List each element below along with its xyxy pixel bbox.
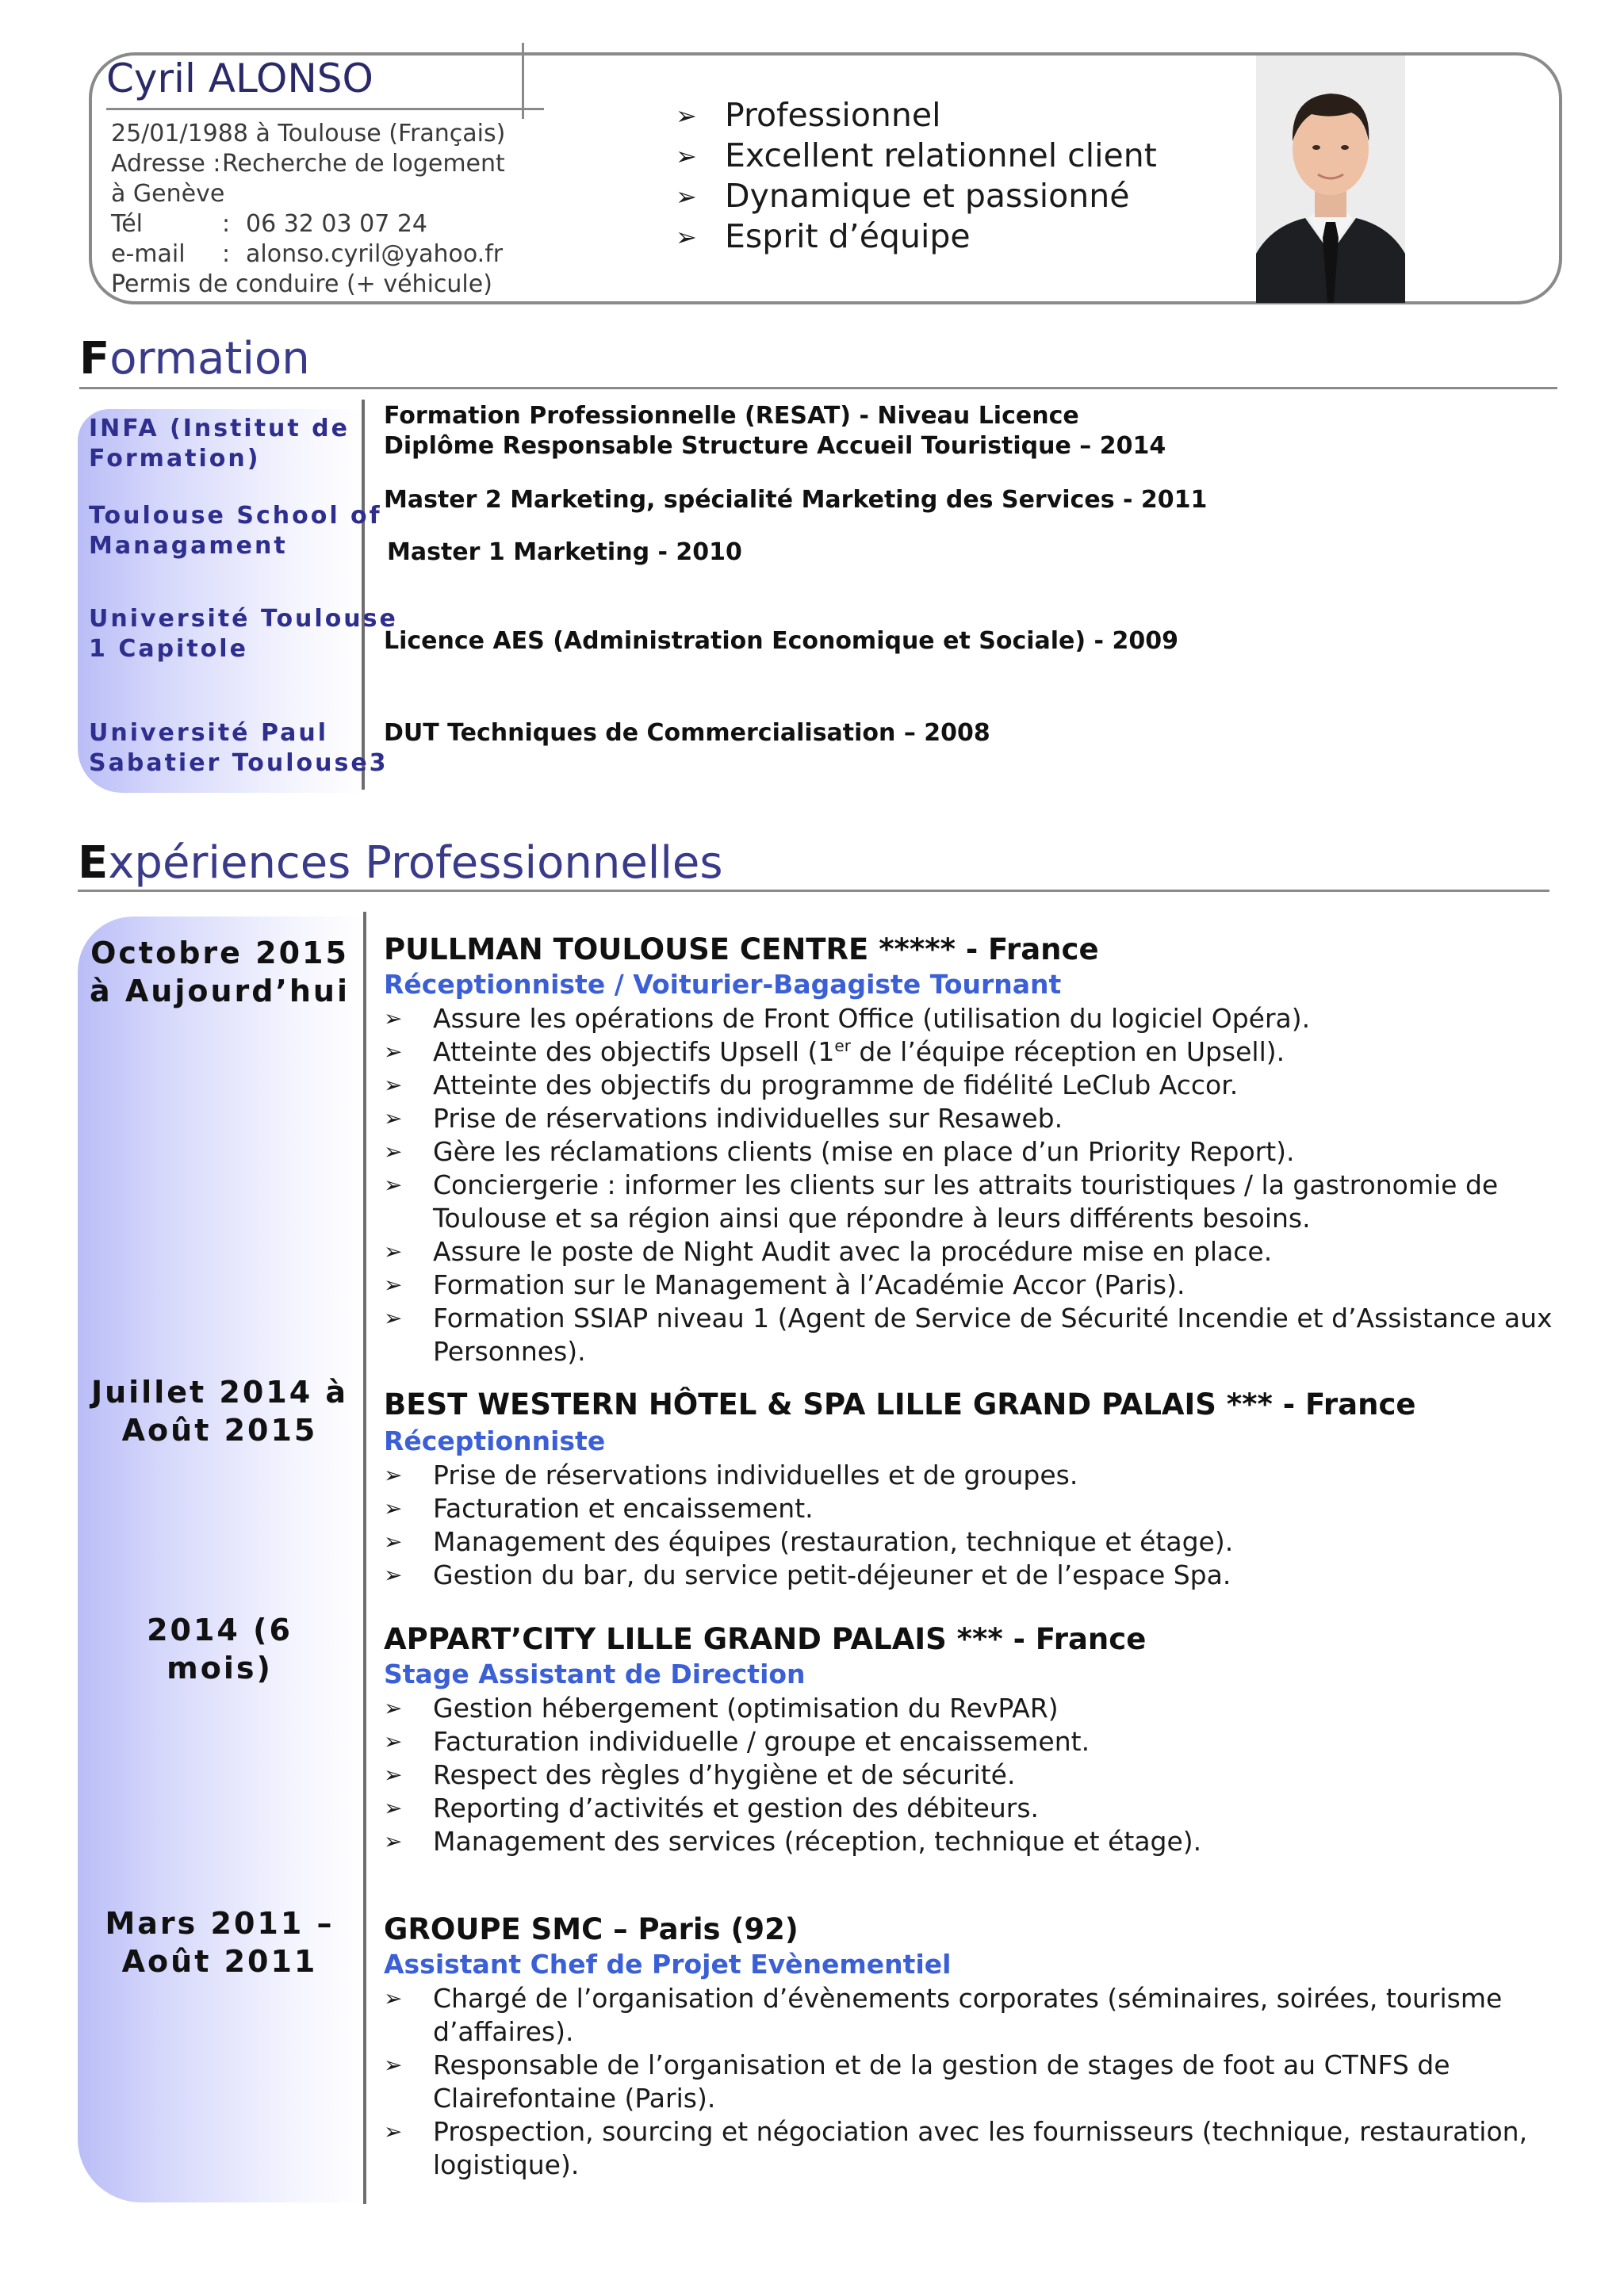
bullet-item bbox=[384, 1035, 1565, 1069]
arrowhead-bullet-icon: ➢ bbox=[384, 1695, 403, 1721]
bullet-text: Conciergerie : informer les clients sur les attraits touristiques / la gastronomie de bbox=[433, 1169, 1499, 1200]
school-line: Université Toulouse bbox=[89, 605, 398, 633]
email-value: alonso.cyril@yahoo.fr bbox=[246, 240, 504, 268]
quality-item bbox=[676, 216, 1157, 257]
date-line: Mars 2011 – bbox=[105, 1906, 335, 1941]
arrowhead-bullet-icon: ➢ bbox=[384, 1072, 403, 1098]
arrowhead-bullet-icon: ➢ bbox=[384, 1238, 403, 1265]
school-line: Toulouse School of bbox=[89, 502, 382, 530]
bullet-text: Gestion du bar, du service petit-déjeuner et de l’espace Spa. bbox=[433, 1559, 1231, 1590]
school-infa bbox=[89, 414, 350, 474]
school-line: 1 Capitole bbox=[89, 635, 248, 663]
bullet-item bbox=[384, 1102, 1565, 1135]
degree-dut: DUT Techniques de Commercialisation – 2008 bbox=[384, 719, 990, 747]
bullet-text: de l’équipe réception en Upsell). bbox=[850, 1036, 1285, 1067]
school-line: Formation) bbox=[89, 445, 261, 473]
bullet-text: Chargé de l’organisation d’évènements corporates (séminaires, soirées, tourisme bbox=[433, 1983, 1503, 2014]
quality-text: Excellent relationnel client bbox=[725, 136, 1157, 174]
bullet-text: logistique). bbox=[433, 2149, 580, 2180]
bullets-appartcity bbox=[384, 1692, 1565, 1858]
school-ut3 bbox=[89, 718, 389, 779]
bullet-item bbox=[384, 1725, 1565, 1758]
arrowhead-bullet-icon: ➢ bbox=[384, 2052, 403, 2078]
bullet-item bbox=[384, 1169, 1565, 1235]
arrowhead-bullet-icon: ➢ bbox=[384, 1462, 403, 1488]
section-title-experiences bbox=[78, 837, 723, 889]
bullet-item bbox=[384, 2049, 1565, 2115]
arrowhead-bullet-icon: ➢ bbox=[384, 1728, 403, 1755]
bullet-text: Prospection, sourcing et négociation avec les fournisseurs (technique, restauration, bbox=[433, 2116, 1528, 2147]
role-bestwestern: Réceptionniste bbox=[384, 1425, 606, 1456]
bullet-item bbox=[384, 1982, 1565, 2049]
arrowhead-bullet-icon: ➢ bbox=[384, 1005, 403, 1031]
phone-value: 06 32 03 07 24 bbox=[246, 210, 428, 238]
bullet-text: Management des équipes (restauration, technique et étage). bbox=[433, 1526, 1234, 1557]
school-line: Université Paul bbox=[89, 719, 329, 747]
school-ut1 bbox=[89, 604, 398, 664]
section-title-rest: xpériences Professionnelles bbox=[108, 837, 723, 889]
job-date-smc bbox=[89, 1904, 350, 1980]
arrowhead-bullet-icon: ➢ bbox=[384, 1985, 403, 2011]
bullet-item bbox=[384, 1825, 1565, 1858]
email-line bbox=[111, 239, 505, 270]
bullets-pullman bbox=[384, 1002, 1565, 1368]
bullet-text: Formation sur le Management à l’Académie Accor (Paris). bbox=[433, 1269, 1185, 1300]
arrowhead-bullet-icon: ➢ bbox=[384, 1529, 403, 1555]
date-line: Août 2015 bbox=[121, 1413, 318, 1448]
bullet-text: Prise de réservations individuelles sur Resaweb. bbox=[433, 1103, 1063, 1134]
arrowhead-bullet-icon: ➢ bbox=[384, 1138, 403, 1165]
date-line: Octobre 2015 bbox=[90, 936, 349, 970]
name-underline bbox=[106, 108, 544, 110]
qualities-list bbox=[676, 95, 1157, 257]
bullet-text: Assure les opérations de Front Office (utilisation du logiciel Opéra). bbox=[433, 1003, 1311, 1034]
arrowhead-bullet-icon: ➢ bbox=[676, 182, 697, 212]
degree-resat: Formation Professionnelle (RESAT) - Niveau Licence bbox=[384, 402, 1079, 430]
company-bestwestern: BEST WESTERN HÔTEL & SPA LILLE GRAND PALAIS *** - France bbox=[384, 1387, 1416, 1422]
arrowhead-bullet-icon: ➢ bbox=[384, 1172, 403, 1198]
bullet-item bbox=[384, 1792, 1565, 1825]
role-pullman: Réceptionniste / Voiturier-Bagagiste Tournant bbox=[384, 969, 1062, 1000]
driving-license: Permis de conduire (+ véhicule) bbox=[111, 270, 492, 298]
bullet-item bbox=[384, 1492, 1565, 1525]
bullet-text: Atteinte des objectifs Upsell (1 bbox=[433, 1036, 835, 1067]
bullet-text: Gestion hébergement (optimisation du RevPAR) bbox=[433, 1693, 1059, 1724]
arrowhead-bullet-icon: ➢ bbox=[676, 222, 697, 252]
address-value: Recherche de logement bbox=[222, 150, 505, 178]
experiences-divider bbox=[363, 912, 366, 2204]
superscript: er bbox=[834, 1036, 851, 1055]
arrowhead-bullet-icon: ➢ bbox=[384, 1105, 403, 1131]
bullet-text: Responsable de l’organisation et de la gestion de stages de foot au CTNFS de bbox=[433, 2049, 1450, 2080]
bullet-text: Formation SSIAP niveau 1 (Agent de Service de Sécurité Incendie et d’Assistance aux bbox=[433, 1303, 1553, 1334]
bullet-text: Assure le poste de Night Audit avec la procédure mise en place. bbox=[433, 1236, 1273, 1267]
degree-master2: Master 2 Marketing, spécialité Marketing des Services - 2011 bbox=[384, 486, 1208, 514]
phone-line bbox=[111, 209, 505, 239]
school-line: INFA (Institut de bbox=[89, 415, 350, 442]
bullets-smc bbox=[384, 1982, 1565, 2182]
bullet-text: d’affaires). bbox=[433, 2016, 574, 2047]
company-appartcity: APPART’CITY LILLE GRAND PALAIS *** - France bbox=[384, 1622, 1147, 1656]
arrowhead-bullet-icon: ➢ bbox=[384, 1272, 403, 1298]
quality-item bbox=[676, 136, 1157, 176]
experiences-side-panel bbox=[78, 916, 363, 2202]
bullet-text: Personnes). bbox=[433, 1336, 586, 1367]
bullet-text: Respect des règles d’hygiène et de sécurité. bbox=[433, 1759, 1016, 1790]
bullet-text: Facturation individuelle / groupe et encaissement. bbox=[433, 1726, 1090, 1757]
company-pullman: PULLMAN TOULOUSE CENTRE ***** - France bbox=[384, 932, 1099, 966]
email-label: e-mail bbox=[111, 240, 186, 268]
address-line bbox=[111, 149, 505, 179]
quality-text: Dynamique et passionné bbox=[725, 177, 1130, 215]
school-tsm bbox=[89, 501, 382, 561]
bullet-item bbox=[384, 1002, 1565, 1035]
arrowhead-bullet-icon: ➢ bbox=[384, 2118, 403, 2145]
bullet-item bbox=[384, 1302, 1565, 1368]
bullet-text: Atteinte des objectifs du programme de fidélité LeClub Accor. bbox=[433, 1070, 1239, 1100]
date-line: Juillet 2014 à bbox=[90, 1375, 349, 1410]
email-separator: : bbox=[222, 240, 231, 268]
arrowhead-bullet-icon: ➢ bbox=[676, 101, 697, 131]
job-date-bestwestern bbox=[89, 1373, 350, 1449]
section-rule-formation bbox=[79, 387, 1557, 389]
quality-text: Esprit d’équipe bbox=[725, 217, 971, 255]
arrowhead-bullet-icon: ➢ bbox=[384, 1828, 403, 1854]
phone-separator: : bbox=[222, 210, 231, 238]
bullet-text: Facturation et encaissement. bbox=[433, 1493, 814, 1524]
arrowhead-bullet-icon: ➢ bbox=[384, 1039, 403, 1065]
bullet-item bbox=[384, 1525, 1565, 1559]
degree-licence: Licence AES (Administration Economique et Sociale) - 2009 bbox=[384, 627, 1178, 655]
profile-photo bbox=[1256, 55, 1405, 303]
contact-block bbox=[111, 119, 505, 300]
bullet-item bbox=[384, 1235, 1565, 1269]
arrowhead-bullet-icon: ➢ bbox=[676, 141, 697, 171]
bullet-item bbox=[384, 1459, 1565, 1492]
bullet-text: Management des services (réception, technique et étage). bbox=[433, 1826, 1202, 1857]
bullets-bestwestern bbox=[384, 1459, 1565, 1592]
arrowhead-bullet-icon: ➢ bbox=[384, 1305, 403, 1331]
section-rule-experiences bbox=[78, 890, 1549, 892]
address-city: à Genève bbox=[111, 180, 225, 208]
birth-info: 25/01/1988 à Toulouse (Français) bbox=[111, 120, 506, 147]
degree-master1: Master 1 Marketing - 2010 bbox=[387, 538, 742, 566]
address-label: Adresse : bbox=[111, 150, 221, 178]
school-line: Managament bbox=[89, 532, 288, 560]
role-smc: Assistant Chef de Projet Evènementiel bbox=[384, 1949, 952, 1980]
bullet-item bbox=[384, 1758, 1565, 1792]
job-date-appartcity bbox=[89, 1611, 350, 1687]
bullet-text: Gère les réclamations clients (mise en place d’un Priority Report). bbox=[433, 1136, 1295, 1167]
bullet-item bbox=[384, 1135, 1565, 1169]
date-line: 2014 (6 mois) bbox=[147, 1613, 293, 1686]
arrowhead-bullet-icon: ➢ bbox=[384, 1495, 403, 1521]
bullet-text: Reporting d’activités et gestion des débiteurs. bbox=[433, 1793, 1040, 1823]
company-smc: GROUPE SMC – Paris (92) bbox=[384, 1912, 799, 1946]
quality-item bbox=[676, 176, 1157, 216]
phone-label: Tél bbox=[111, 210, 144, 238]
portrait-illustration bbox=[1256, 55, 1405, 303]
bullet-text: Clairefontaine (Paris). bbox=[433, 2083, 716, 2114]
quality-item bbox=[676, 95, 1157, 136]
arrowhead-bullet-icon: ➢ bbox=[384, 1562, 403, 1588]
bullet-text: Toulouse et sa région ainsi que répondre à leurs différents besoins. bbox=[433, 1203, 1311, 1234]
bullet-item bbox=[384, 1559, 1565, 1592]
bullet-item bbox=[384, 2115, 1565, 2182]
bullet-item bbox=[384, 1692, 1565, 1725]
section-title-initial: F bbox=[79, 333, 110, 385]
school-line: Sabatier Toulouse3 bbox=[89, 749, 389, 777]
candidate-name: Cyril ALONSO bbox=[106, 55, 373, 101]
section-title-rest: ormation bbox=[109, 333, 310, 385]
arrowhead-bullet-icon: ➢ bbox=[384, 1795, 403, 1821]
section-title-initial: E bbox=[78, 837, 109, 889]
role-appartcity: Stage Assistant de Direction bbox=[384, 1659, 806, 1689]
degree-diploma: Diplôme Responsable Structure Accueil Touristique – 2014 bbox=[384, 432, 1166, 460]
date-line: Août 2011 bbox=[121, 1944, 318, 1979]
job-date-pullman bbox=[89, 934, 350, 1010]
section-title-formation bbox=[79, 333, 310, 385]
quality-text: Professionnel bbox=[725, 96, 941, 134]
bullet-item bbox=[384, 1069, 1565, 1102]
name-vertical-rule bbox=[522, 43, 524, 119]
date-line: à Aujourd’hui bbox=[89, 974, 350, 1008]
arrowhead-bullet-icon: ➢ bbox=[384, 1762, 403, 1788]
bullet-text: Prise de réservations individuelles et de groupes. bbox=[433, 1460, 1078, 1490]
bullet-item bbox=[384, 1269, 1565, 1302]
